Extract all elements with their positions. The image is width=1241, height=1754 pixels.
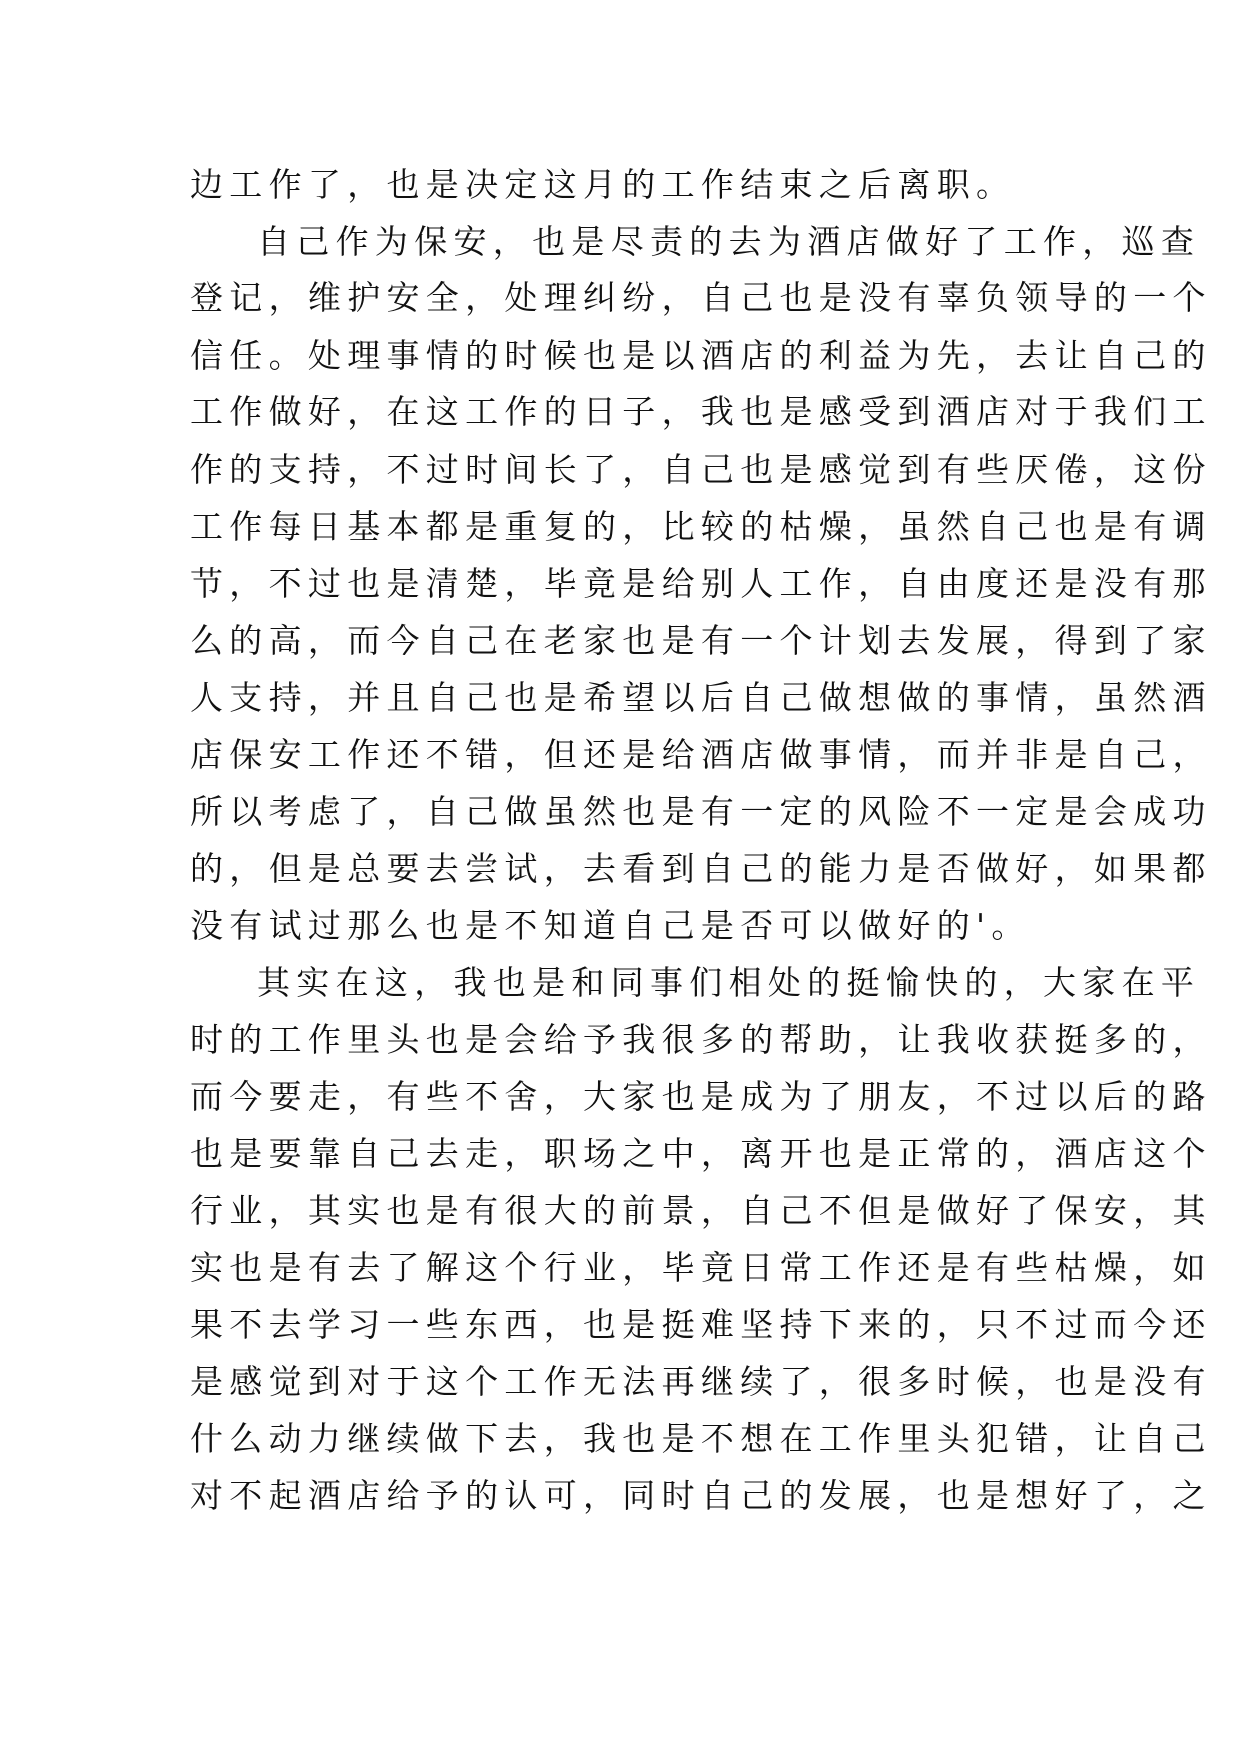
text-line: 什么动力继续做下去，我也是不想在工作里头犯错，让自己: [190, 1419, 1212, 1458]
paragraph-first-line: 自己作为保安，也是尽责的去为酒店做好了工作，巡查: [257, 222, 1201, 261]
text-line: 实也是有去了解这个行业，毕竟日常工作还是有些枯燥，如: [190, 1248, 1212, 1287]
text-line: 边工作了，也是决定这月的工作结束之后离职。: [190, 165, 1016, 204]
text-line: 工作每日基本都是重复的，比较的枯燥，虽然自己也是有调: [190, 507, 1212, 546]
text-line: 是感觉到对于这个工作无法再继续了，很多时候，也是没有: [190, 1362, 1212, 1401]
text-line: 工作做好，在这工作的日子，我也是感受到酒店对于我们工: [190, 392, 1212, 431]
text-line: 店保安工作还不错，但还是给酒店做事情，而并非是自己，: [190, 735, 1212, 774]
text-line: 也是要靠自己去走，职场之中，离开也是正常的，酒店这个: [190, 1134, 1212, 1173]
text-line: 么的高，而今自己在老家也是有一个计划去发展，得到了家: [190, 621, 1212, 660]
text-line: 信任。处理事情的时候也是以酒店的利益为先，去让自己的: [190, 336, 1212, 375]
text-line: 果不去学习一些东西，也是挺难坚持下来的，只不过而今还: [190, 1305, 1212, 1344]
text-line: 所以考虑了，自己做虽然也是有一定的风险不一定是会成功: [190, 792, 1212, 831]
text-line: 行业，其实也是有很大的前景，自己不但是做好了保安，其: [190, 1191, 1212, 1230]
text-line: 时的工作里头也是会给予我很多的帮助，让我收获挺多的，: [190, 1020, 1212, 1059]
text-line: 登记，维护安全，处理纠纷，自己也是没有辜负领导的一个: [190, 278, 1212, 317]
text-line: 节，不过也是清楚，毕竟是给别人工作，自由度还是没有那: [190, 564, 1212, 603]
text-line: 作的支持，不过时间长了，自己也是感觉到有些厌倦，这份: [190, 450, 1212, 489]
text-line: 的，但是总要去尝试，去看到自己的能力是否做好，如果都: [190, 849, 1212, 888]
paragraph-first-line: 其实在这，我也是和同事们相处的挺愉快的，大家在平: [257, 963, 1201, 1002]
text-line: 没有试过那么也是不知道自己是否可以做好的'。: [190, 906, 1031, 945]
text-line: 人支持，并且自己也是希望以后自己做想做的事情，虽然酒: [190, 678, 1212, 717]
text-line: 对不起酒店给予的认可，同时自己的发展，也是想好了，之: [190, 1476, 1212, 1515]
text-line: 而今要走，有些不舍，大家也是成为了朋友，不过以后的路: [190, 1077, 1212, 1116]
